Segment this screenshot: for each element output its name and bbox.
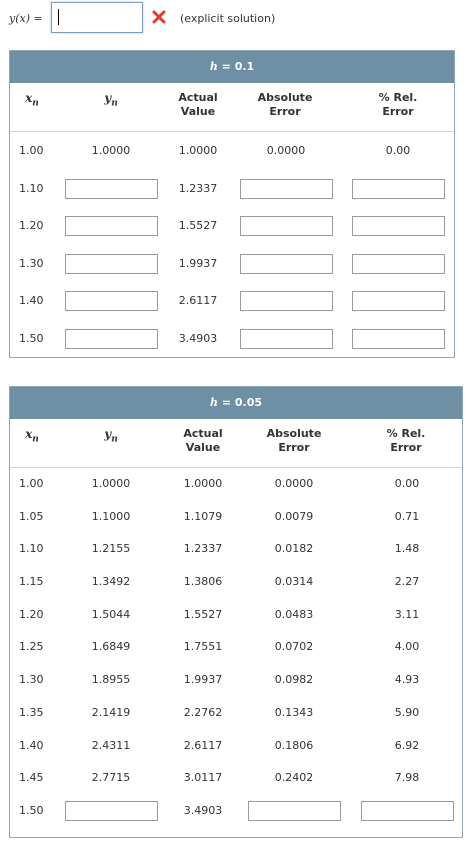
step-var: h: [209, 396, 218, 409]
rel-error-input[interactable]: [352, 291, 445, 311]
table-row: [10, 664, 462, 697]
cell-yn: 2.4311: [91, 738, 131, 752]
cell-xn: 1.10: [19, 542, 44, 556]
cell-yn: 2.7715: [91, 771, 131, 785]
solution-input[interactable]: [51, 2, 143, 33]
absolute-error-input[interactable]: [240, 216, 333, 236]
cell-actual: 1.9937: [183, 673, 223, 687]
cell-xn: 1.00: [19, 144, 44, 157]
cell-xn: 1.20: [19, 607, 44, 621]
absolute-error-input[interactable]: [240, 329, 333, 349]
solution-label: [9, 12, 43, 25]
cell-actual: 2.6117: [183, 738, 223, 752]
table-row: [10, 795, 462, 828]
cell-rel-error: 5.90: [394, 705, 420, 719]
table-body: [10, 468, 462, 828]
cell-rel-error: 0.00: [394, 477, 420, 490]
col-rel-error: % Rel. Error: [378, 91, 418, 118]
col-actual: Actual Value: [178, 91, 218, 118]
cell-actual: 1.0000: [183, 477, 223, 490]
rel-error-input[interactable]: [352, 179, 445, 199]
cell-absolute-error: 0.2402: [274, 771, 314, 785]
table-h-0-05: [9, 386, 463, 838]
table-row: [10, 320, 454, 358]
table-row: [10, 762, 462, 795]
text-caret: [58, 9, 59, 25]
cell-xn: 1.05: [19, 509, 44, 523]
cell-rel-error: 6.92: [394, 738, 420, 752]
cell-rel-error: 3.11: [394, 607, 420, 621]
cell-yn: 1.1000: [91, 509, 131, 523]
cell-xn: 1.40: [19, 294, 44, 308]
table-row: [10, 697, 462, 730]
table-body: [10, 132, 454, 358]
cell-actual: 1.3806: [183, 575, 223, 589]
table-row: [10, 631, 462, 664]
cell-xn: 1.15: [19, 575, 44, 589]
yn-input[interactable]: [65, 801, 158, 821]
col-yn: $y_n$: [104, 427, 118, 445]
col-absolute-error: Absolute Error: [257, 91, 313, 118]
table-row: [10, 132, 454, 170]
cell-absolute-error: 0.1806: [274, 738, 314, 752]
cell-absolute-error: 0.0314: [274, 575, 314, 589]
cell-actual: 1.9937: [178, 256, 218, 270]
table-row: [10, 566, 462, 599]
col-absolute-error: Absolute Error: [266, 427, 322, 454]
close-icon: [152, 10, 166, 24]
cell-rel-error: 1.48: [394, 542, 420, 556]
table-row: [10, 533, 462, 566]
cell-actual: 1.5527: [183, 607, 223, 621]
cell-xn: 1.10: [19, 181, 44, 195]
col-yn: $y_n$: [104, 91, 118, 109]
cell-xn: 1.30: [19, 673, 44, 687]
cell-absolute-error: 0.0702: [274, 640, 314, 654]
column-headers: [10, 83, 454, 132]
table-row: [10, 599, 462, 632]
cell-xn: 1.40: [19, 738, 44, 752]
cell-xn: 1.30: [19, 256, 44, 270]
cell-yn: 1.5044: [91, 607, 131, 621]
cell-rel-error: 0.00: [385, 144, 411, 157]
cell-actual: 1.2337: [178, 181, 218, 195]
cell-rel-error: 4.93: [394, 673, 420, 687]
cell-xn: 1.20: [19, 219, 44, 233]
rel-error-input[interactable]: [361, 801, 454, 821]
cell-yn: 1.6849: [91, 640, 131, 654]
cell-absolute-error: 0.0000: [274, 477, 314, 490]
cell-yn: 1.0000: [91, 144, 131, 157]
cell-actual: 2.2762: [183, 705, 223, 719]
cell-rel-error: 4.00: [394, 640, 420, 654]
cell-xn: 1.00: [19, 477, 44, 490]
rel-error-input[interactable]: [352, 216, 445, 236]
col-xn: $x_n$: [25, 91, 39, 109]
table-row: [10, 730, 462, 763]
table-row: [10, 207, 454, 245]
cell-yn: 1.0000: [91, 477, 131, 490]
cell-actual: 1.1079: [183, 509, 223, 523]
table-row: [10, 501, 462, 534]
cell-absolute-error: 0.0079: [274, 509, 314, 523]
absolute-error-input[interactable]: [240, 291, 333, 311]
cell-xn: 1.50: [19, 803, 44, 817]
table-h-0-1: [9, 50, 455, 358]
cell-xn: 1.35: [19, 705, 44, 719]
cell-actual: 1.7551: [183, 640, 223, 654]
solution-func-label: y(x): [9, 12, 31, 25]
col-actual: Actual Value: [183, 427, 223, 454]
table-row: [10, 245, 454, 283]
cell-yn: 1.3492: [91, 575, 131, 589]
absolute-error-input[interactable]: [240, 254, 333, 274]
col-rel-error: % Rel. Error: [386, 427, 426, 454]
cell-absolute-error: 0.1343: [274, 705, 314, 719]
yn-input[interactable]: [65, 179, 158, 199]
solution-note: (explicit solution): [180, 12, 276, 25]
cell-actual: 1.5527: [178, 219, 218, 233]
yn-input[interactable]: [65, 216, 158, 236]
table-row: [10, 170, 454, 208]
cell-absolute-error: 0.0000: [266, 144, 306, 157]
yn-input[interactable]: [65, 254, 158, 274]
cell-yn: 2.1419: [91, 705, 131, 719]
cell-xn: 1.45: [19, 771, 44, 785]
cell-rel-error: 7.98: [394, 771, 420, 785]
cell-actual: 2.6117: [178, 294, 218, 308]
table-row: [10, 282, 454, 320]
cell-absolute-error: 0.0982: [274, 673, 314, 687]
cell-actual: 1.0000: [178, 144, 218, 157]
col-xn: $x_n$: [25, 427, 39, 445]
cell-actual: 3.4903: [183, 803, 223, 817]
cell-yn: 1.2155: [91, 542, 131, 556]
rel-error-input[interactable]: [352, 254, 445, 274]
solution-row: [9, 2, 469, 33]
absolute-error-input[interactable]: [248, 801, 341, 821]
cell-actual: 1.2337: [183, 542, 223, 556]
yn-input[interactable]: [65, 291, 158, 311]
cell-actual: 3.0117: [183, 771, 223, 785]
step-value: = 0.1: [217, 60, 255, 73]
cell-absolute-error: 0.0483: [274, 607, 314, 621]
cell-yn: 1.8955: [91, 673, 131, 687]
table-header: [10, 387, 462, 419]
cell-rel-error: 0.71: [394, 509, 420, 523]
step-value: = 0.05: [217, 396, 263, 409]
cell-absolute-error: 0.0182: [274, 542, 314, 556]
solution-equals: =: [30, 12, 43, 25]
table-row: [10, 468, 462, 501]
cell-actual: 3.4903: [178, 331, 218, 345]
cell-xn: 1.25: [19, 640, 44, 654]
yn-input[interactable]: [65, 329, 158, 349]
cell-xn: 1.50: [19, 331, 44, 345]
rel-error-input[interactable]: [352, 329, 445, 349]
table-header: [10, 51, 454, 83]
step-var: h: [209, 60, 218, 73]
column-headers: [10, 419, 462, 468]
cell-rel-error: 2.27: [394, 575, 420, 589]
absolute-error-input[interactable]: [240, 179, 333, 199]
